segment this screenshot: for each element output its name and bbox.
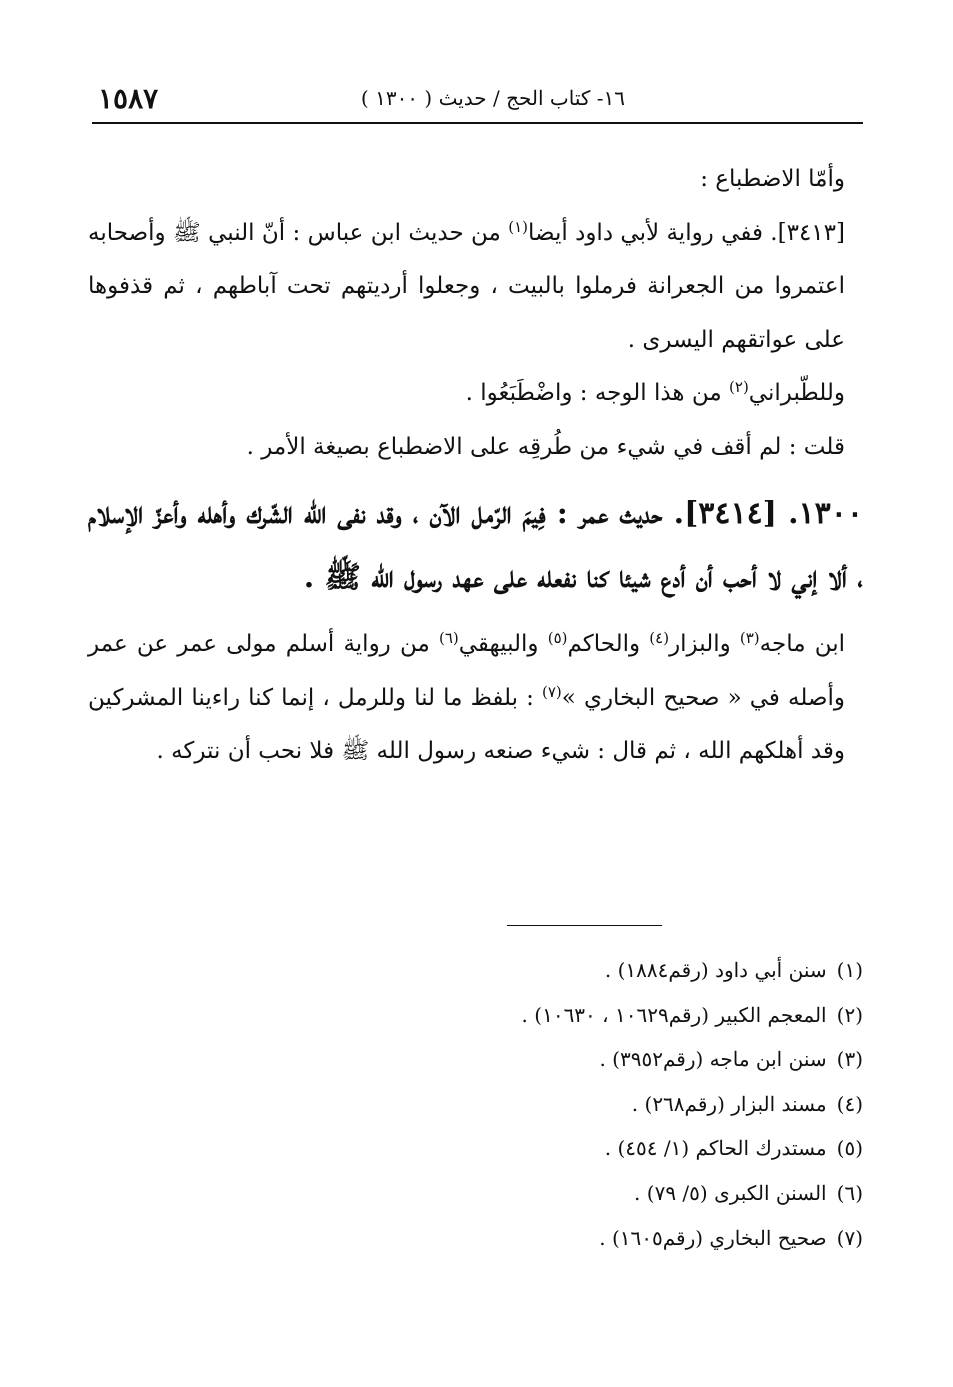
footnote-ref-1[interactable]: (١) bbox=[508, 217, 528, 236]
footnote-text: سنن أبي داود (رقم١٨٨٤) . bbox=[604, 958, 827, 982]
footnote-2 bbox=[363, 993, 863, 1038]
paragraph-text: والبيهقي bbox=[458, 631, 548, 657]
running-title: ١٦- كتاب الحج / حديث ( ١٣٠٠ ) bbox=[360, 86, 625, 110]
footnote-1 bbox=[363, 948, 863, 993]
hadith-1300: ١٣٠٠. [٣٤١٤]. حديث عمر : فِيمَ الرّمل الآن ، وقد نفى الله الشّرك وأهله وأعزّ الإسلام ، ألا إني لا أحب أن أدع شيئا كنا نفعله على عهد رسول الله ﷺ . bbox=[88, 496, 863, 595]
footnote-number: (٦) bbox=[836, 1180, 863, 1205]
paragraph-text: وللطّبراني bbox=[748, 380, 845, 406]
footnote-number: (٥) bbox=[836, 1136, 863, 1161]
footnote-4 bbox=[363, 1082, 863, 1127]
footnote-ref-7[interactable]: (٧) bbox=[542, 682, 562, 701]
footnote-number: (٣) bbox=[836, 1047, 863, 1072]
footnote-text: المعجم الكبير (رقم١٠٦٢٩ ، ١٠٦٣٠) . bbox=[521, 1002, 827, 1027]
page-header bbox=[92, 82, 863, 122]
paragraph-text: [٣٤١٣]. ففي رواية لأبي داود أيضا bbox=[527, 219, 845, 246]
paragraph-note: قلت : لم أقف في شيء من طُرقِه على الاضطباع بصيغة الأمر . bbox=[246, 433, 845, 460]
footnote-ref-2[interactable]: (٢) bbox=[729, 378, 749, 396]
footnote-text: السنن الكبرى (٥/ ٧٩) . bbox=[634, 1180, 827, 1205]
footnote-ref-3[interactable]: (٣) bbox=[739, 629, 760, 647]
footnote-text: سنن ابن ماجه (رقم٣٩٥٢) . bbox=[599, 1047, 827, 1072]
footnote-text: مستدرك الحاكم (١/ ٤٥٤) . bbox=[604, 1136, 827, 1161]
section-intro: وأمّا الاضطباع : bbox=[700, 166, 845, 192]
footnotes bbox=[363, 948, 863, 1260]
paragraph-takhrij bbox=[88, 618, 863, 779]
footnote-number: (٤) bbox=[836, 1091, 863, 1116]
header-rule bbox=[92, 122, 863, 124]
paragraph-text: والبزار bbox=[669, 631, 740, 657]
footnote-rule bbox=[507, 925, 662, 926]
footnote-text: صحيح البخاري (رقم١٦٠٥) . bbox=[599, 1225, 827, 1250]
paragraph-text: من هذا الوجه : واضْطَبَعُوا . bbox=[465, 380, 730, 406]
footnote-3 bbox=[363, 1037, 863, 1082]
footnote-5 bbox=[363, 1126, 863, 1171]
footnote-ref-4[interactable]: (٤) bbox=[649, 629, 670, 647]
main-text bbox=[88, 153, 863, 779]
paragraph-text: من حديث ابن عباس : أنّ النبي ﷺ وأصحابه اعتمروا من الجعرانة فرملوا بالبيت ، وجعلوا أرديتهم تحت آباطهم ، ثم قذفوها على عواتقهم اليسرى . bbox=[88, 219, 845, 353]
footnote-7 bbox=[363, 1216, 863, 1261]
footnote-number: (٢) bbox=[836, 1002, 863, 1027]
paragraph-text: والحاكم bbox=[567, 631, 650, 657]
paragraph-text: : بلفظ ما لنا وللرمل ، إنما كنا راءينا المشركين وقد أهلكهم الله ، ثم قال : شيء صنعه رسول الله ﷺ فلا نحب أن نتركه . bbox=[88, 684, 845, 764]
page-number: ١٥٨٧ bbox=[98, 82, 159, 115]
paragraph-text: من رواية أسلم مولى عمر عن عمر وأصله في « صحيح البخاري » bbox=[88, 631, 845, 711]
footnote-ref-6[interactable]: (٦) bbox=[438, 629, 459, 647]
paragraph-3413 bbox=[88, 207, 863, 368]
footnote-number: (١) bbox=[836, 958, 863, 982]
footnote-text: مسند البزار (رقم٢٦٨) . bbox=[631, 1091, 827, 1116]
footnote-6 bbox=[363, 1171, 863, 1216]
footnote-ref-5[interactable]: (٥) bbox=[547, 629, 568, 647]
paragraph-text: ابن ماجه bbox=[759, 631, 845, 657]
paragraph-tabarani bbox=[88, 367, 863, 421]
footnote-number: (٧) bbox=[836, 1225, 863, 1250]
